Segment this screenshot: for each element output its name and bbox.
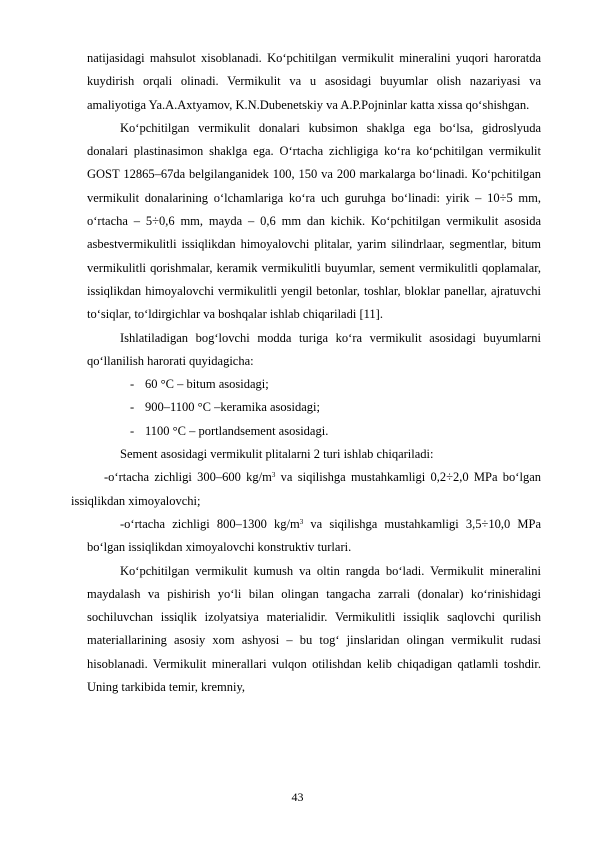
list-item	[87, 420, 541, 443]
superscript: 3	[299, 517, 304, 526]
page-body	[71, 47, 541, 699]
list-item-text: 900–1100 °C –keramika asosidagi;	[145, 400, 320, 415]
list-item	[87, 396, 541, 419]
list-item	[87, 373, 541, 396]
list-dash: -	[130, 377, 135, 392]
superscript: 3	[271, 471, 276, 480]
list-item-text: 60 °C – bitum asosidagi;	[145, 377, 269, 392]
paragraph-intro: natijasidagi mahsulot xisoblanadi. Ko‘pchitilgan vermikulit mineralini yuqori haroratda kuydirish orqali olinadi. Vermikulit va u asosidagi buyumlar olish nazariyasi va amaliyotiga Ya.A.Axtyamov, K.N.Dubenetskiy va A.P.Pojninlar katta xissa qo‘shishgan.	[87, 51, 541, 112]
paragraph-harorat-intro: Ishlatiladigan bog‘lovchi modda turiga ko‘ra vermikulit asosidagi buyumlarni qo‘llanilish harorati quyidagicha:	[87, 330, 541, 368]
paragraph-kumush-oltin: Ko‘pchitilgan vermikulit kumush va oltin rangda bo‘ladi. Vermikulit mineralini maydalash va pishirish yo‘li bilan olingan tangacha zarrali (donalar) ko‘rinishidagi sochiluvchan issiqlik izolyatsiya materialidir. Vermikulitli issiqlik saqlovchi qurilish materiallarining asosiy xom ashyosi – bu tog‘ jinslaridan olingan vermikulit rudasi hisoblanadi. Vermikulit minerallari vulqon otilishdan kelib chiqadigan qatlamli toshdir. Uning tarkibida temir, kremniy,	[87, 563, 541, 695]
page-number: 43	[291, 790, 304, 804]
list-dash: -	[130, 400, 135, 415]
paragraph-vermikulit-donalari: Ko‘pchitilgan vermikulit donalari kubsimon shaklga ega bo‘lsa, gidroslyuda donalari plastinasimon shaklga ega. O‘rtacha zichligiga ko‘ra ko‘pchitilgan vermikulit GOST 12865–67da belgilanganidek 100, 150 va 200 markalarga bo‘linadi. Ko‘pchitilgan vermikulit donalarining o‘lchamlariga ko‘ra uch guruhga bo‘linadi: yirik – 10÷5 mm, o‘rtacha – 5÷0,6 mm, mayda – 0,6 mm dan kichik. Ko‘pchitilgan vermikulit asosida asbestvermikulitli issiqlikdan himoyalovchi plitalar, yarim silindrlaar, segmentlar, bitum vermikulitli qorishmalar, keramik vermikulitli buyumlar, sement vermikulitli qoplamalar, issiqlikdan himoyalovchi vermikulitli yengil betonlar, toshlar, bloklar panellar, ajratuvchi to‘siqlar, to‘ldirgichlar va boshqalar ishlab chiqariladi [11].	[87, 120, 541, 322]
list-item-text: 1100 °C – portlandsement asosidagi.	[145, 423, 329, 438]
type-2-text-a: -o‘rtacha zichligi 800–1300 kg/m	[120, 516, 300, 531]
paragraph-sement-intro: Sement asosidagi vermikulit plitalarni 2 turi ishlab chiqariladi:	[120, 447, 434, 462]
type-1-text-b: va siqilishga mustahkamligi 0,2÷2,0 MPa bo‘lgan issiqlikdan ximoyalovchi;	[71, 470, 541, 508]
type-1-text-a: -o‘rtacha zichligi 300–600 kg/m	[104, 470, 272, 485]
type-2-text-b: va siqilishga mustahkamligi 3,5÷10,0 MPa bo‘lgan issiqlikdan ximoyalovchi konstruktiv turlari.	[87, 516, 541, 555]
paragraph-type-2	[87, 513, 541, 560]
paragraph-type-1	[71, 466, 541, 513]
list-dash: -	[130, 423, 135, 438]
